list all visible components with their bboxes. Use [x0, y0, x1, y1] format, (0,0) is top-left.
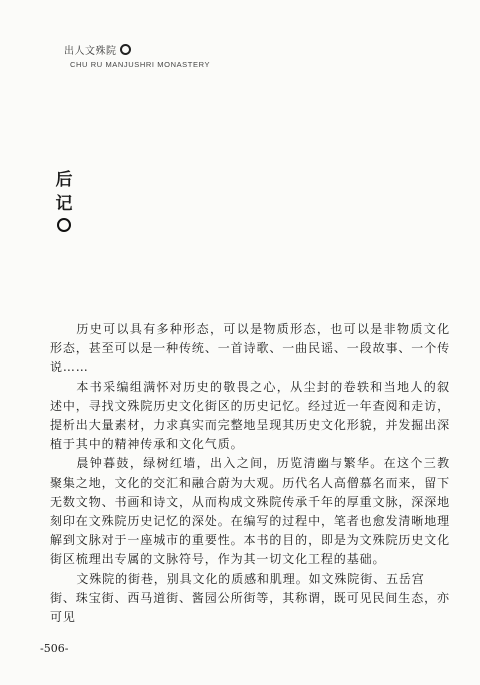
paragraph-2: 本书采编组满怀对历史的敬畏之心，从尘封的卷轶和当地人的叙述中，寻找文殊院历史文化街区的历史记忆。经过近一年查阅和走访，提析出大量素材，力求真实而完整地呈现其历史文化形貌，并发掘出深植于其中的精神传承和文化气质。 [50, 379, 450, 452]
ring-ornament-icon [120, 44, 131, 55]
running-head [64, 42, 210, 69]
chapter-title [49, 168, 79, 232]
chapter-title-char-1: 后 [55, 170, 73, 190]
chapter-ring-icon [57, 218, 71, 232]
paragraph-1: 历史可以具有多种形态，可以是物质形态，也可以是非物质文化形态，甚至可以是一种传统、一首诗歌、一曲民谣、一段故事、一个传说…… [50, 322, 450, 375]
paragraph-3: 晨钟暮鼓，绿树红墙，出入之间，历览清幽与繁华。在这个三教聚集之地，文化的交汇和融合蔚为大观。历代名人高僧慕名而来，留下无数文物、书画和诗文，从而构成文殊院传承千年的厚重文脉，深深地刻印在文殊院历史记忆的深处。在编写的过程中，笔者也愈发清晰地理解到文脉对于一座城市的重要性。本书的目的，即是为文殊院历史文化街区梳理出专属的文脉符号，作为其一切文化工程的基础。 [50, 456, 450, 567]
page-number: -506- [40, 642, 69, 655]
body-text [50, 320, 450, 627]
book-title-cn: 出人文殊院 [64, 46, 117, 57]
book-title-en: CHU RU MANJUSHRI MONASTERY [70, 60, 211, 69]
chapter-title-char-2: 记 [55, 194, 73, 214]
running-head-cn [64, 42, 210, 57]
paragraph-4: 文殊院的街巷，别具文化的质感和肌理。如文殊院街、五岳宫街、珠宝街、西马道街、酱园公所街等，其称谓，既可见民间生态，亦可见 [50, 571, 450, 625]
